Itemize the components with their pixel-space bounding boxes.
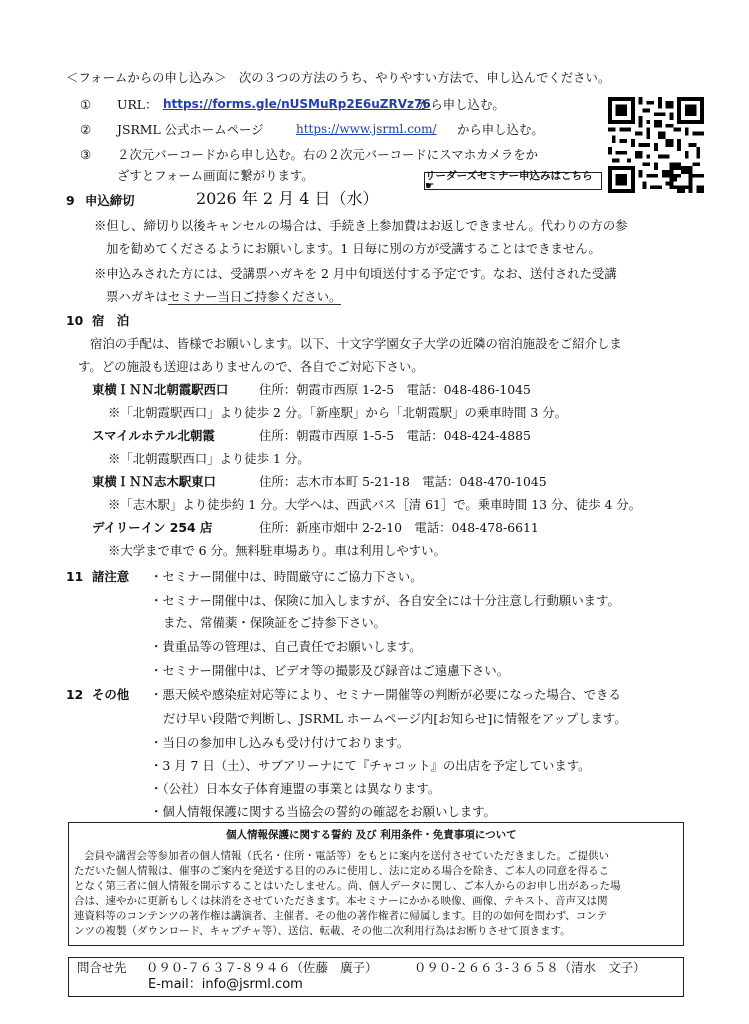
method-3-num: ③ (80, 147, 92, 162)
section-11-line3: また、常備薬・保険証をご持参下さい。 (163, 615, 387, 630)
section-11-line5: ・セミナー開催中は、ビデオ等の撮影及び録音はご遠慮下さい。 (150, 663, 510, 678)
privacy-line2: ただいた個人情報は、催事のご案内を発送する目的のみに使用し、法に定める場合を除き、ご本人の同意を得るこ (74, 865, 610, 877)
section-9-p2b-underline: セミナー当日ご持参ください。 (167, 289, 342, 304)
privacy-line3: となく第三者に個人情報を開示することはいたしません。尚、個人データに関し、ご本人からのお申し出があった場 (74, 880, 621, 892)
section-12-line1: ・悪天候や感染症対応等により、セミナー開催等の判断が必要になった場合、できる (150, 687, 621, 702)
forms-url-link[interactable]: https://forms.gle/nUSMuRp2E6uZRVz76 (163, 97, 431, 111)
method-2-suffix: から申し込む。 (457, 122, 544, 137)
section-9-p2b-pre: 票ハガキは (106, 289, 168, 304)
contact-label: 問合せ先 (77, 960, 127, 975)
section-9-p1b: 加を勧めてくださるようにお願いします。1 日毎に別の方が受講することはできません。 (106, 241, 601, 256)
section-12-line5: ・（公社）日本女子体育連盟の事業とは異なります。 (150, 781, 441, 796)
hotel-1-name: 東横ＩＮＮ北朝霞駅西口 (92, 382, 229, 397)
privacy-title: 個人情報保護に関する誓約 及び 利用条件・免責事項について (226, 829, 517, 841)
section-12-title: その他 (92, 687, 130, 702)
section-12-line6: ・個人情報保護に関する当協会の誓約の確認をお願いします。 (150, 804, 496, 819)
method-1-suffix: から申し込む。 (418, 97, 505, 112)
section-9-num: 9 (66, 193, 75, 208)
qr-code-image[interactable] (607, 97, 705, 193)
section-10-num: 10 (66, 313, 84, 328)
section-10-title: 宿 泊 (92, 313, 130, 328)
method-3-line1: ２次元バーコードから申し込む。右の２次元バーコードにスマホカメラをか (117, 147, 539, 162)
contact-phone-shimizu: ０９０-２６６３-３６５８（清水 文子） (414, 960, 646, 975)
hotel-4-address: 住所：新座市畑中 2-2-10 電話：048-478-6611 (259, 520, 539, 535)
hotel-2-note: ※「北朝霞駅西口」より徒歩 1 分。 (108, 451, 310, 466)
hotel-1-note: ※「北朝霞駅西口」より徒歩 2 分。「新座駅」から「北朝霞駅」の乗車時間 3 分。 (108, 405, 567, 420)
section-11-line4: ・貴重品等の管理は、自己責任でお願いします。 (150, 639, 422, 654)
section-9-p1a: ※但し、締切り以後キャンセルの場合は、手続き上参加費はお返しできません。代わりの方の参 (94, 218, 628, 233)
section-11-line1: ・セミナー開催中は、時間厳守にご協力下さい。 (150, 569, 423, 584)
hotel-4-name: デイリーイン 254 店 (92, 520, 213, 535)
contact-email[interactable]: E-mail：info@jsrml.com (148, 977, 303, 992)
homepage-link[interactable]: https://www.jsrml.com/ (296, 122, 437, 136)
privacy-line1: 会員や講習会等参加者の個人情報（氏名・住所・電話等）をもとに案内を送付させていただきました。ご提供い (84, 850, 609, 862)
privacy-line6: ンツの複製（ダウンロード、キャプチャ等）、送信、転載、その他二次利用行為はお断りさせて頂きます。 (74, 925, 571, 937)
section-9-p2a: ※申込みされた方には、受講票ハガキを 2 月中旬頃送付する予定です。なお、送付された受講 (94, 266, 617, 281)
hotel-4-note: ※大学まで車で 6 分。無料駐車場あり。車は利用しやすい。 (108, 543, 446, 558)
section-11-num: 11 (66, 569, 84, 584)
hotel-2-name: スマイルホテル北朝霞 (92, 428, 215, 443)
section-9-title: 申込締切 (85, 193, 135, 208)
form-intro: ＜フォームからの申し込み＞ 次の３つの方法のうち、やりやすい方法で、申し込んでください。 (66, 70, 611, 85)
section-12-line3: ・当日の参加申し込みも受け付けております。 (150, 735, 410, 750)
section-12-line2: だけ早い段階で判断し、JSRML ホームページ内[お知らせ]に情報をアップします。 (163, 711, 627, 726)
section-10-p1: 宿泊の手配は、皆様でお願いします。以下、十文字学園女子大学の近隣の宿泊施設をご紹介しま (90, 336, 622, 351)
section-11-title: 諸注意 (92, 569, 130, 584)
method-2-prefix: JSRML 公式ホームページ (117, 122, 264, 137)
hotel-3-name: 東横ＩＮＮ志木駅東口 (92, 474, 216, 489)
section-12-line4: ・3 月 7 日（土）、サブアリーナにて『チャコット』の出店を予定しています。 (150, 758, 591, 773)
hotel-1-address: 住所：朝霞市西原 1-2-5 電話：048-486-1045 (259, 382, 531, 397)
section-11-line2: ・セミナー開催中は、保険に加入しますが、各自安全には十分注意し行動願います。 (150, 593, 620, 608)
method-1-prefix: URL： (117, 97, 158, 112)
method-1-num: ① (80, 97, 92, 112)
privacy-line4: 合は、速やかに更新もしくは抹消をさせていただきます。本セミナーにかかる映像、画像、テキスト、音声又は関 (74, 895, 608, 907)
hotel-2-address: 住所：朝霞市西原 1-5-5 電話：048-424-4885 (259, 428, 531, 443)
hotel-3-note: ※「志木駅」より徒歩約 1 分。大学へは、西武バス［清 61］で。乗車時間 13 分、徒歩 4 分。 (108, 497, 642, 512)
privacy-line5: 連資料等のコンテンツの著作権は講演者、主催者、その他の著作権者に帰属します。目的の如何を問わず、コンテ (74, 910, 608, 922)
hotel-3-address: 住所：志木市本町 5-21-18 電話：048-470-1045 (259, 474, 547, 489)
section-10-p2: す。どの施設も送迎はありませんので、各自でご対応下さい。 (78, 359, 424, 374)
section-12-num: 12 (66, 687, 84, 702)
deadline-date: 2026 年 2 月 4 日（水） (196, 189, 379, 208)
method-3-line2: ざすとフォーム画面に繋がります。 (117, 168, 314, 183)
qr-label: リーダーズセミナー申込みはこちら ☛ (424, 172, 602, 190)
method-2-num: ② (80, 122, 92, 137)
section-9-p2b (106, 291, 341, 303)
contact-phone-sato: ０９０-７６３７-８９４６（佐藤 廣子） (146, 960, 378, 975)
